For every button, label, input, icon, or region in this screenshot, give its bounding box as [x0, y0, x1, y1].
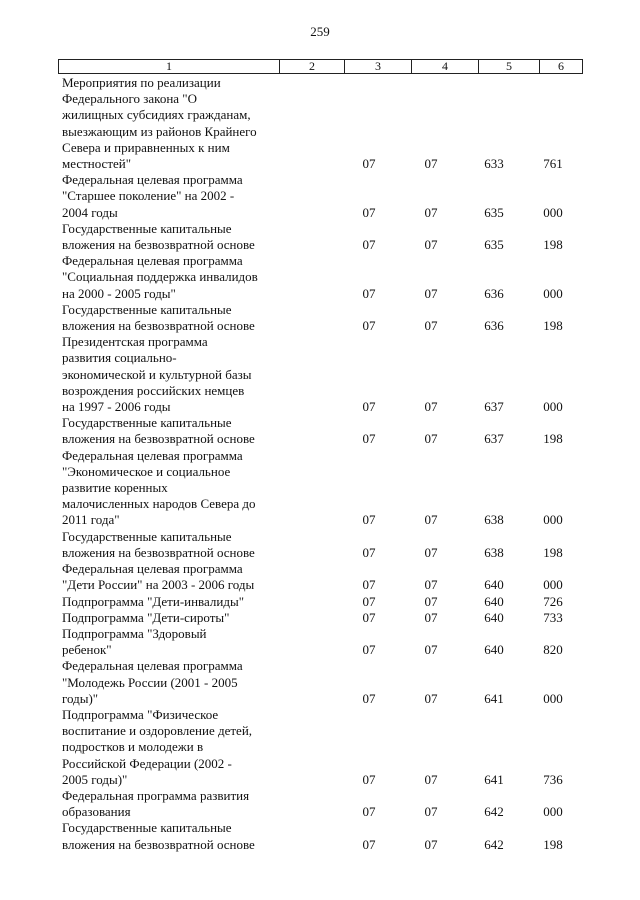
row-col-6: 198 [543, 431, 563, 447]
row-col-4: 07 [424, 156, 438, 172]
row-name: Подпрограмма "Здоровый ребенок" [62, 625, 207, 658]
row-name: Федеральная целевая программа "Экономическое и социальное развитие коренных малочисленных народов Севера до 2011 года" [62, 447, 256, 528]
column-header-4: 4 [411, 60, 478, 73]
table-row [62, 172, 582, 221]
row-col-5: 640 [484, 609, 504, 625]
row-col-6: 198 [543, 544, 563, 560]
row-col-5: 635 [484, 237, 504, 253]
row-col-4: 07 [424, 690, 438, 706]
row-col-6: 761 [543, 156, 563, 172]
row-col-3: 07 [362, 804, 376, 820]
table-row [62, 448, 582, 529]
table-row [62, 334, 582, 415]
row-col-6: 198 [543, 836, 563, 852]
row-col-5: 633 [484, 156, 504, 172]
row-col-4: 07 [424, 285, 438, 301]
row-col-3: 07 [362, 512, 376, 528]
row-col-4: 07 [424, 642, 438, 658]
row-col-3: 07 [362, 577, 376, 593]
table-row [62, 610, 582, 626]
row-col-3: 07 [362, 156, 376, 172]
table-row [62, 75, 582, 172]
table-row [62, 594, 582, 610]
row-name: Государственные капитальные вложения на безвозвратной основе [62, 415, 255, 447]
row-col-3: 07 [362, 431, 376, 447]
row-name: Подпрограмма "Дети-сироты" [62, 609, 230, 625]
row-name: Федеральная целевая программа "Дети России" на 2003 - 2006 годы [62, 561, 255, 593]
row-name: Федеральная целевая программа "Старшее поколение" на 2002 - 2004 годы [62, 172, 243, 220]
row-name: Государственные капитальные вложения на безвозвратной основе [62, 220, 255, 253]
row-col-3: 07 [362, 593, 376, 609]
row-col-3: 07 [362, 836, 376, 852]
row-col-5: 638 [484, 544, 504, 560]
row-col-3: 07 [362, 609, 376, 625]
row-col-4: 07 [424, 836, 438, 852]
table-row [62, 626, 582, 658]
row-col-3: 07 [362, 285, 376, 301]
table-row [62, 707, 582, 788]
row-col-3: 07 [362, 642, 376, 658]
row-col-4: 07 [424, 431, 438, 447]
row-col-5: 635 [484, 204, 504, 220]
row-name: Государственные капитальные вложения на безвозвратной основе [62, 820, 255, 852]
row-col-4: 07 [424, 399, 438, 415]
row-col-3: 07 [362, 771, 376, 787]
row-col-3: 07 [362, 690, 376, 706]
row-name: Федеральная целевая программа "Социальная поддержка инвалидов на 2000 - 2005 годы" [62, 253, 258, 301]
row-col-5: 641 [484, 690, 504, 706]
row-name: Президентская программа развития социально- экономической и культурной базы возрождения российских немцев на 1997 - 2006 годы [62, 334, 252, 415]
column-header-2: 2 [279, 60, 344, 73]
row-col-5: 636 [484, 285, 504, 301]
table-row [62, 302, 582, 334]
row-col-4: 07 [424, 593, 438, 609]
row-col-4: 07 [424, 771, 438, 787]
table-row [62, 658, 582, 707]
row-col-3: 07 [362, 544, 376, 560]
row-col-3: 07 [362, 399, 376, 415]
row-col-5: 638 [484, 512, 504, 528]
row-col-6: 726 [543, 593, 563, 609]
page-number: 259 [310, 24, 330, 39]
table-row [62, 221, 582, 253]
row-col-4: 07 [424, 609, 438, 625]
row-col-6: 000 [543, 804, 563, 820]
row-name: Федеральная целевая программа "Молодежь России (2001 - 2005 годы)" [62, 658, 243, 706]
row-name: Подпрограмма "Дети-инвалиды" [62, 593, 245, 609]
column-header-6: 6 [539, 60, 582, 73]
table-body [62, 75, 582, 853]
table-row [62, 788, 582, 820]
row-col-4: 07 [424, 804, 438, 820]
row-col-3: 07 [362, 318, 376, 334]
row-col-3: 07 [362, 237, 376, 253]
row-col-5: 640 [484, 593, 504, 609]
row-col-6: 000 [543, 512, 563, 528]
table-row [62, 253, 582, 302]
row-col-5: 636 [484, 318, 504, 334]
table-header [58, 59, 583, 74]
column-header-5: 5 [478, 60, 539, 73]
row-col-5: 641 [484, 771, 504, 787]
row-col-5: 640 [484, 577, 504, 593]
row-col-4: 07 [424, 544, 438, 560]
row-col-6: 820 [543, 642, 563, 658]
table-row [62, 561, 582, 593]
row-name: Государственные капитальные вложения на безвозвратной основе [62, 301, 255, 334]
row-col-6: 000 [543, 577, 563, 593]
row-col-4: 07 [424, 512, 438, 528]
row-col-4: 07 [424, 204, 438, 220]
column-header-3: 3 [344, 60, 411, 73]
row-col-5: 637 [484, 431, 504, 447]
row-name: Подпрограмма "Физическое воспитание и оздоровление детей, подростков и молодежи в Российской Федерации (2002 - 2005 годы)" [62, 706, 253, 787]
table-row [62, 820, 582, 852]
row-col-4: 07 [424, 318, 438, 334]
row-col-6: 736 [543, 771, 563, 787]
row-col-5: 642 [484, 804, 504, 820]
row-col-3: 07 [362, 204, 376, 220]
row-col-5: 642 [484, 836, 504, 852]
row-col-6: 000 [543, 285, 563, 301]
row-name: Государственные капитальные вложения на безвозвратной основе [62, 528, 255, 560]
row-name: Федеральная программа развития образования [62, 787, 250, 820]
row-col-6: 000 [543, 204, 563, 220]
row-col-6: 198 [543, 318, 563, 334]
row-col-6: 000 [543, 690, 563, 706]
table-row [62, 415, 582, 447]
table-row [62, 529, 582, 561]
row-col-5: 637 [484, 399, 504, 415]
column-header-1: 1 [166, 59, 172, 73]
row-col-4: 07 [424, 237, 438, 253]
row-name: Мероприятия по реализации Федерального закона "О жилищных субсидиях гражданам, выезжающим из районов Крайнего Севера и приравненных к ним местностей" [62, 75, 257, 172]
row-col-6: 733 [543, 609, 563, 625]
row-col-6: 198 [543, 237, 563, 253]
row-col-4: 07 [424, 577, 438, 593]
row-col-5: 640 [484, 642, 504, 658]
row-col-6: 000 [543, 399, 563, 415]
